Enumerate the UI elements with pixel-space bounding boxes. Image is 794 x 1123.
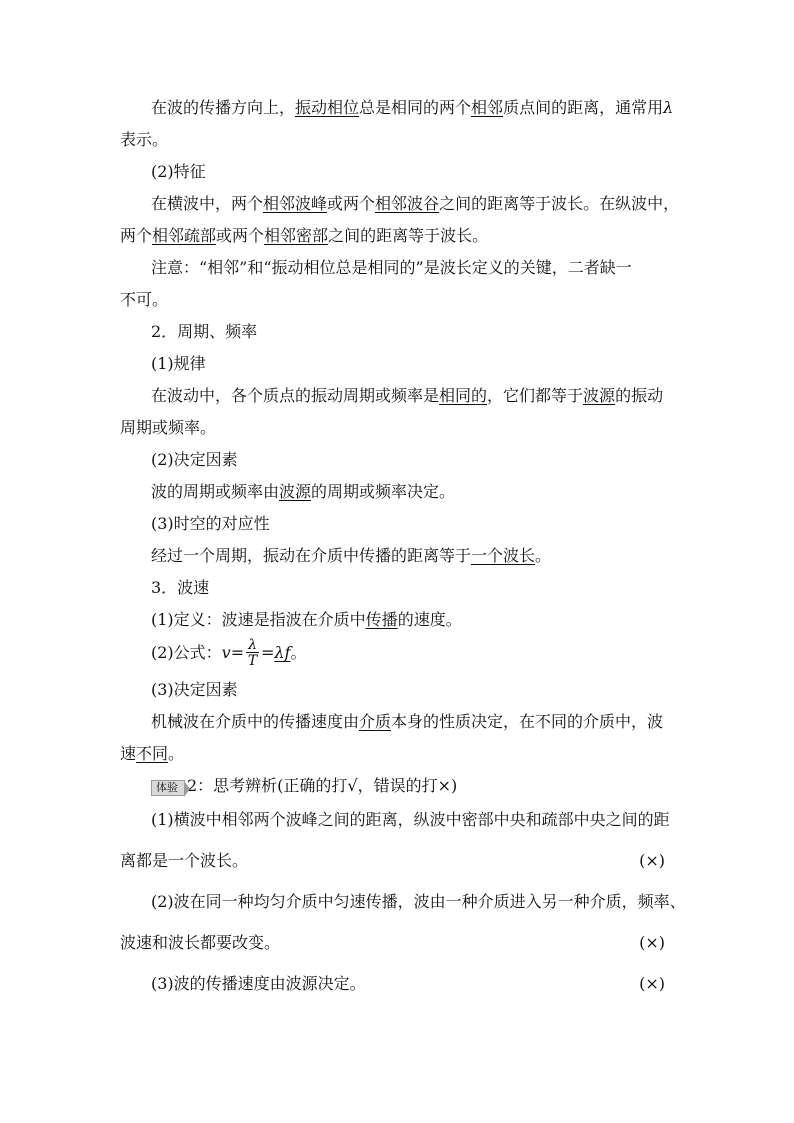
- lambda-symbol: λ: [663, 98, 674, 117]
- adjacent-term: 相邻: [471, 98, 504, 117]
- vibration-phase-term: 振动相位: [295, 98, 360, 117]
- lambda-over-t-fraction: $\frac{\lambda}{T}$: [247, 637, 258, 669]
- speed-factor-line-1: 机械波在介质中的传播速度由介质本身的性质决定，在不同的介质中，波: [151, 712, 664, 731]
- practice-item-3-mark: (×): [639, 974, 665, 993]
- wavelength-definition: 在波的传播方向上，振动相位总是相同的两个相邻质点间的距离，通常用λ: [151, 98, 674, 117]
- correspond-heading: (3)时空的对应性: [151, 514, 270, 533]
- practice-item-1-mark: (×): [639, 851, 665, 870]
- period-factor-heading: (2)决定因素: [151, 450, 238, 469]
- practice-item-2-mark: (×): [639, 933, 665, 952]
- correspond-text: 经过一个周期，振动在介质中传播的距离等于一个波长。: [151, 546, 552, 565]
- period-factor-text: 波的周期或频率由波源的周期或频率决定。: [151, 482, 456, 501]
- speed-definition: (1)定义：波速是指波在介质中传播的速度。: [151, 610, 462, 629]
- feature-heading: (2)特征: [151, 162, 206, 181]
- period-heading: 2．周期、频率: [151, 322, 258, 341]
- speed-heading: 3．波速: [151, 578, 210, 597]
- note-line-1: 注意：“相邻”和“振动相位总是相同的”是波长定义的关键，二者缺一: [151, 258, 632, 277]
- note-line-2: 不可。: [120, 290, 169, 309]
- rule-line-2: 周期或频率。: [120, 418, 217, 437]
- practice-badge: 体验: [151, 780, 185, 796]
- rule-line-1: 在波动中，各个质点的振动周期或频率是相同的，它们都等于波源的振动: [151, 386, 664, 405]
- practice-item-1-line-2: 离都是一个波长。: [120, 851, 249, 870]
- feature-line-2: 两个相邻疏部或两个相邻密部之间的距离等于波长。: [120, 226, 489, 245]
- practice-item-3-line-1: (3)波的传播速度由波源决定。: [151, 974, 366, 993]
- practice-title: 体验 2：思考辨析(正确的打√，错误的打×): [151, 776, 457, 796]
- speed-factor-heading: (3)决定因素: [151, 680, 238, 699]
- speed-factor-line-2: 速不同。: [120, 744, 185, 763]
- practice-item-2-line-2: 波速和波长都要改变。: [120, 933, 281, 952]
- feature-line-1: 在横波中，两个相邻波峰或两个相邻波谷之间的距离等于波长。在纵波中，: [151, 194, 680, 213]
- rule-heading: (1)规律: [151, 354, 206, 373]
- wavelength-definition-tail: 表示。: [120, 130, 169, 149]
- speed-formula: (2)公式：v= $\frac{\lambda}{T}$ =λf。: [151, 637, 307, 669]
- practice-item-1-line-1: (1)横波中相邻两个波峰之间的距离，纵波中密部中央和疏部中央之间的距: [151, 810, 670, 829]
- practice-item-2-line-1: (2)波在同一种均匀介质中匀速传播，波由一种介质进入另一种介质，频率、: [151, 892, 686, 911]
